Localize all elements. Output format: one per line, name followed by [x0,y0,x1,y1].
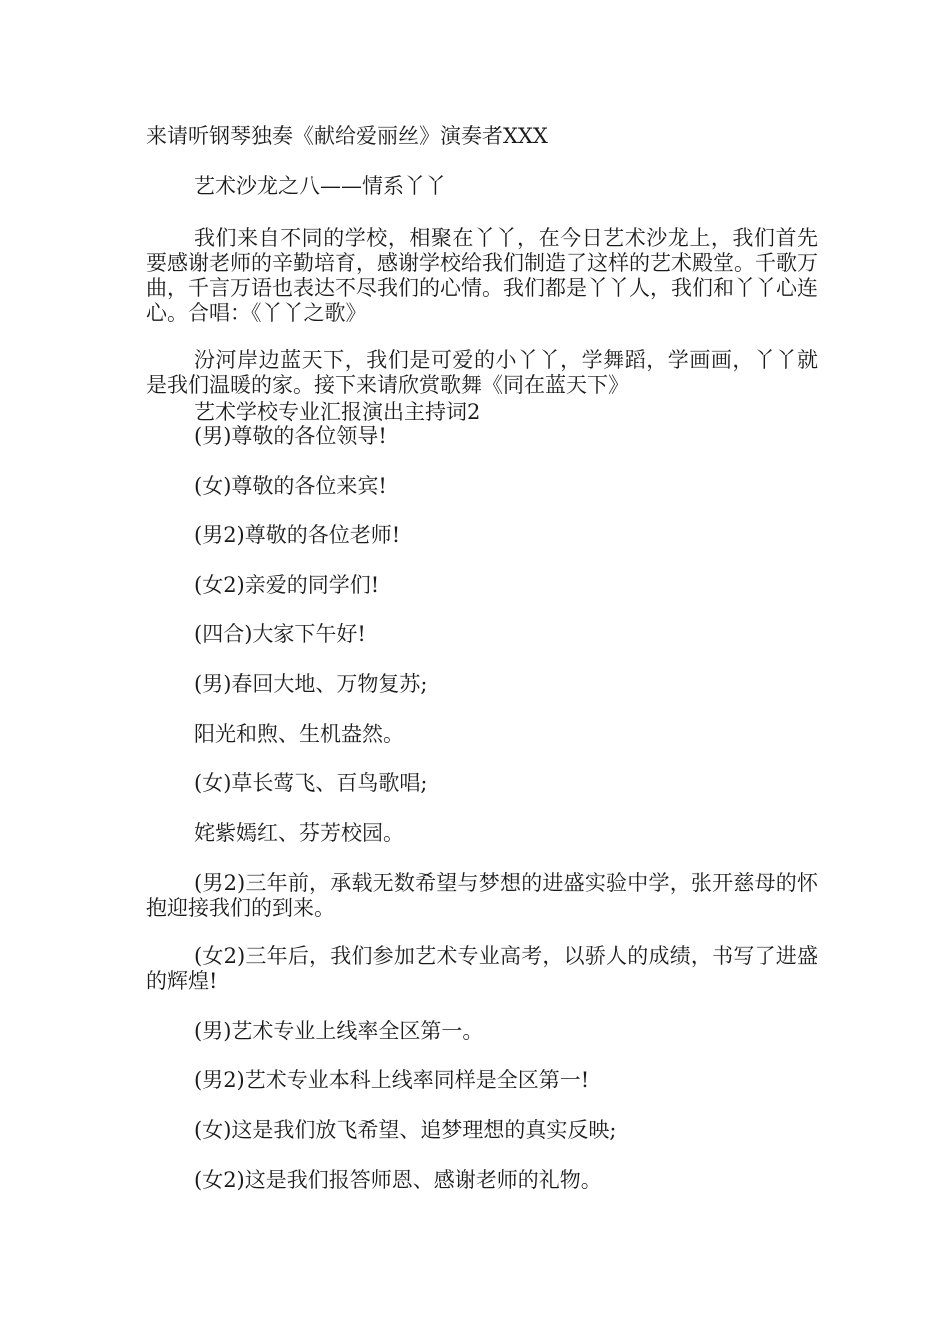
text-line: 阳光和煦、生机盎然。 [194,722,404,746]
paragraph: (男2)三年前，承载无数希望与梦想的进盛实验中学，张开慈母的怀抱迎接我们的到来。 [146,871,818,920]
text-line: 来请听钢琴独奏《献给爱丽丝》演奏者XXX [146,124,548,148]
text-line: 姹紫嫣红、芬芳校园。 [194,821,404,845]
text-line: (男)春回大地、万物复苏; [194,672,428,696]
section-heading: 艺术沙龙之八——情系丫丫 [194,174,446,198]
paragraph: 我们来自不同的学校，相聚在丫丫，在今日艺术沙龙上，我们首先要感谢老师的辛勤培育，感谢学校给我们制造了这样的艺术殿堂。千歌万曲，千言万语也表达不尽我们的心情。我们都是丫丫人，我们和丫丫心连心。合唱：《丫丫之歌》 [146,226,818,325]
text-line: (男2)艺术专业本科上线率同样是全区第一! [194,1068,590,1092]
text-line: (男2)尊敬的各位老师! [194,523,401,547]
text-line: (男)艺术专业上线率全区第一。 [194,1019,484,1043]
text-line: (男)尊敬的各位领导! [194,424,387,448]
text-line: (女2)亲爱的同学们! [194,573,380,597]
text-line: (女)这是我们放飞希望、追梦理想的真实反映; [194,1118,617,1142]
paragraph: (女2)三年后，我们参加艺术专业高考，以骄人的成绩，书写了进盛的辉煌! [146,944,818,993]
section-heading: 艺术学校专业汇报演出主持词2 [194,400,481,424]
paragraph: 汾河岸边蓝天下，我们是可爱的小丫丫，学舞蹈，学画画，丫丫就是我们温暖的家。接下来请欣赏歌舞《同在蓝天下》 [146,348,818,397]
text-line: (女)尊敬的各位来宾! [194,474,387,498]
text-line: (四合)大家下午好! [194,622,366,646]
text-line: (女2)这是我们报答师恩、感谢老师的礼物。 [194,1168,602,1192]
text-line: (女)草长莺飞、百鸟歌唱; [194,771,428,795]
